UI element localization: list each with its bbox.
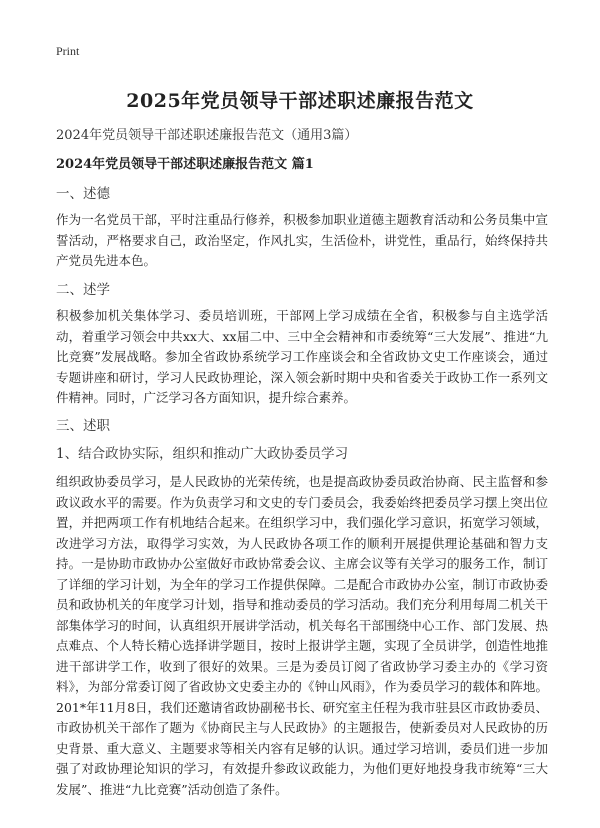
section-text-duty: 组织政协委员学习，是人民政协的光荣传统，也是提高政协委员政治协商、民主监督和参政议政水平的需要。作为负责学习和文史的专门委员会，我委始终把委员学习摆上突出位置，并把两项工作有机地结合起来。在组织学习中，我们强化学习意识，拓宽学习领域，改进学习方法，取得学习实效，为人民政协各项工作的顺利开展提供理论基础和智力支持。一是协助市政协办公室做好市政协常委会议、主席会议等有关学习的服务工作，制订了详细的学习计划，为全年的学习工作提供保障。二是配合市政协办公室，制订市政协委员和政协机关的年度学习计划，指导和推动委员的学习活动。我们充分利用每周二机关干部集体学习的时间，认真组织开展讲学活动，机关每名干部围绕中心工作、部门发展、热点难点、个人特长精心选择讲学题目，按时上报讲学主题，实现了全员讲学，创造性地推进干部讲学工作，收到了很好的效果。三是为委员订阅了省政协学习委主办的《学习资料》，为部分常委订阅了省政协文史委主办的《钟山风雨》，作为委员学习的载体和阵地。201*年11月8日，我们还邀请省政协副秘书长、研究室主任程为我市驻县区市政协委员、市政协机关干部作了题为《协商民主与人民政协》的主题报告，使新委员对人民政协的历史背景、重大意义、主题要求等相关内容有足够的认识。通过学习培训，委员们进一步加强了对政协理论知识的学习，有效提升参政议政能力，为他们更好地投身我市统筹“三大发展”、推进“九比竞赛”活动创造了条件。 [56,474,548,797]
document-subtitle: 2024年党员领导干部述职述廉报告范文（通用3篇） [56,128,358,143]
section-heading-study: 二、述学 [56,282,110,298]
section-text-study: 积极参加机关集体学习、委员培训班，干部网上学习成绩在全省，积极参与自主选学活动，着重学习领会中共xx大、xx届二中、三中全会精神和市委统筹“三大发展”、推进“九比竞赛”发展战略。参加全省政协系统学习工作座谈会和全省政协文史工作座谈会，通过专题讲座和研讨，学习人民政协理论，深入领会新时期中央和省委关于政协工作一系列文件精神。同时，广泛学习各方面知识，提升综合素养。 [56,308,548,405]
section-subheading-duty-1: 1、结合政协实际，组织和推动广大政协委员学习 [56,446,349,462]
section-heading-duty: 三、述职 [56,418,110,434]
print-label[interactable]: Print [56,44,80,58]
document-title: 2025年党员领导干部述职述廉报告范文 [126,90,474,112]
section-heading-morality: 一、述德 [56,186,110,202]
article-title: 2024年党员领导干部述职述廉报告范文 篇1 [56,157,314,172]
section-text-morality: 作为一名党员干部，平时注重品行修养，积极参加职业道德主题教育活动和公务员集中宣誓活动，严格要求自己，政治坚定，作风扎实，生活俭朴，讲党性，重品行，始终保持共产党员先进本色。 [56,212,548,268]
